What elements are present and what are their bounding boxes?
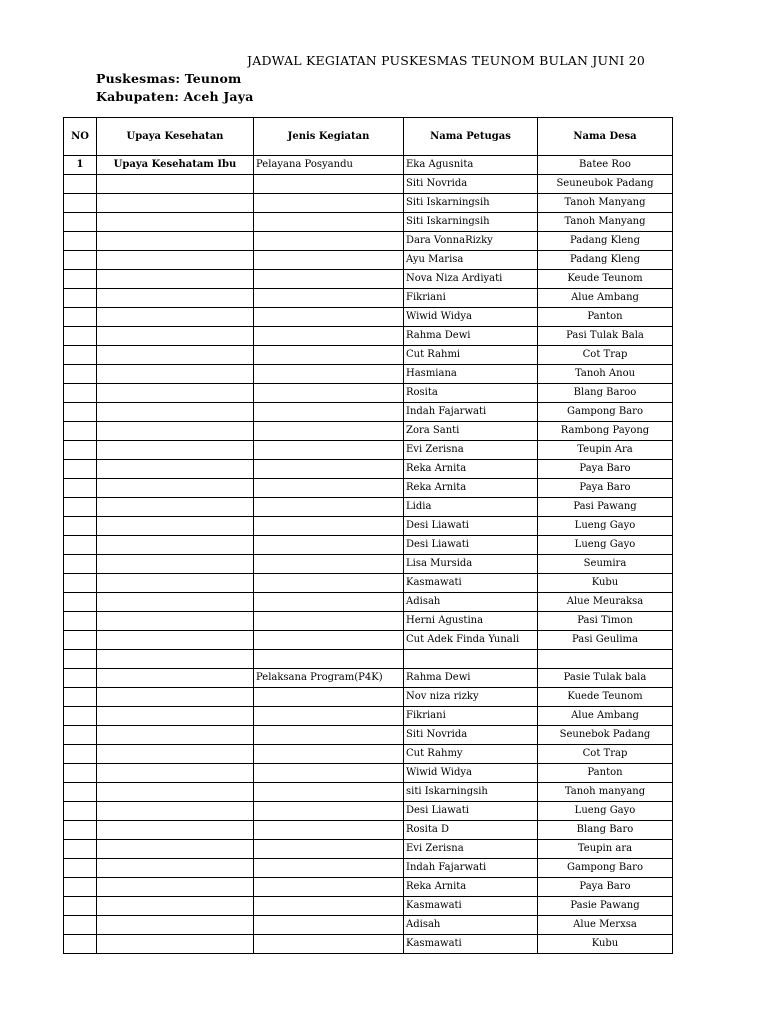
cell-no (64, 859, 97, 878)
cell-upaya-kesehatan: Upaya Kesehatam Ibu (97, 156, 254, 175)
table-row (64, 669, 673, 688)
cell-nama-desa: Paya Baro (538, 460, 673, 479)
cell-upaya-kesehatan (97, 783, 254, 802)
cell-upaya-kesehatan (97, 669, 254, 688)
cell-nama-petugas: Kasmawati (404, 897, 538, 916)
cell-no (64, 365, 97, 384)
cell-nama-desa: Lueng Gayo (538, 517, 673, 536)
cell-no (64, 631, 97, 650)
column-header-upaya: Upaya Kesehatan (97, 118, 254, 156)
cell-jenis-kegiatan (254, 251, 404, 270)
cell-nama-desa: Batee Roo (538, 156, 673, 175)
cell-jenis-kegiatan (254, 213, 404, 232)
cell-upaya-kesehatan (97, 859, 254, 878)
cell-nama-petugas: Rosita (404, 384, 538, 403)
cell-jenis-kegiatan (254, 327, 404, 346)
table-row (64, 707, 673, 726)
cell-nama-desa: Seuneubok Padang (538, 175, 673, 194)
cell-no (64, 707, 97, 726)
cell-nama-petugas: Evi Zerisna (404, 441, 538, 460)
table-row (64, 840, 673, 859)
cell-nama-petugas: Ayu Marisa (404, 251, 538, 270)
kabupaten-label: Kabupaten: Aceh Jaya (96, 89, 254, 104)
cell-jenis-kegiatan (254, 707, 404, 726)
cell-upaya-kesehatan (97, 251, 254, 270)
cell-no (64, 650, 97, 669)
table-row (64, 232, 673, 251)
cell-nama-petugas: Rahma Dewi (404, 327, 538, 346)
cell-upaya-kesehatan (97, 745, 254, 764)
cell-no (64, 878, 97, 897)
cell-jenis-kegiatan (254, 498, 404, 517)
table-row (64, 517, 673, 536)
cell-upaya-kesehatan (97, 574, 254, 593)
cell-no (64, 346, 97, 365)
cell-nama-petugas: Kasmawati (404, 935, 538, 954)
cell-jenis-kegiatan (254, 479, 404, 498)
cell-nama-petugas: Fikriani (404, 289, 538, 308)
cell-nama-desa: Gampong Baro (538, 859, 673, 878)
cell-nama-desa (538, 650, 673, 669)
cell-no (64, 460, 97, 479)
cell-no (64, 270, 97, 289)
cell-jenis-kegiatan (254, 726, 404, 745)
cell-nama-desa: Pasi Geulima (538, 631, 673, 650)
table-row (64, 289, 673, 308)
table-row (64, 574, 673, 593)
cell-no (64, 327, 97, 346)
table-row (64, 327, 673, 346)
cell-nama-petugas: Cut Rahmi (404, 346, 538, 365)
cell-no (64, 593, 97, 612)
cell-nama-petugas: Desi Liawati (404, 536, 538, 555)
cell-jenis-kegiatan (254, 403, 404, 422)
cell-nama-desa: Cot Trap (538, 745, 673, 764)
cell-nama-petugas: Wiwid Widya (404, 764, 538, 783)
table-row (64, 346, 673, 365)
cell-jenis-kegiatan (254, 175, 404, 194)
table-row (64, 251, 673, 270)
cell-nama-petugas: Rosita D (404, 821, 538, 840)
cell-no (64, 745, 97, 764)
table-row (64, 821, 673, 840)
cell-jenis-kegiatan (254, 365, 404, 384)
cell-jenis-kegiatan (254, 935, 404, 954)
column-header-desa: Nama Desa (538, 118, 673, 156)
cell-jenis-kegiatan (254, 612, 404, 631)
cell-nama-petugas: Hasmiana (404, 365, 538, 384)
cell-no (64, 517, 97, 536)
cell-no (64, 251, 97, 270)
cell-upaya-kesehatan (97, 555, 254, 574)
cell-upaya-kesehatan (97, 460, 254, 479)
table-row (64, 764, 673, 783)
cell-no (64, 441, 97, 460)
cell-no (64, 764, 97, 783)
cell-nama-petugas: Nova Niza Ardiyati (404, 270, 538, 289)
cell-jenis-kegiatan (254, 688, 404, 707)
table-row (64, 308, 673, 327)
document-title: JADWAL KEGIATAN PUSKESMAS TEUNOM BULAN JUNI 20 (247, 53, 645, 68)
table-row (64, 270, 673, 289)
cell-upaya-kesehatan (97, 213, 254, 232)
cell-no (64, 669, 97, 688)
cell-jenis-kegiatan (254, 422, 404, 441)
cell-no (64, 555, 97, 574)
cell-no (64, 821, 97, 840)
cell-jenis-kegiatan (254, 783, 404, 802)
table-row (64, 688, 673, 707)
cell-nama-desa: Teupin ara (538, 840, 673, 859)
cell-jenis-kegiatan (254, 745, 404, 764)
cell-nama-petugas: Adisah (404, 916, 538, 935)
table-row (64, 650, 673, 669)
cell-no (64, 688, 97, 707)
table-row (64, 745, 673, 764)
cell-upaya-kesehatan (97, 840, 254, 859)
cell-no (64, 232, 97, 251)
cell-upaya-kesehatan (97, 916, 254, 935)
table-row (64, 498, 673, 517)
cell-no (64, 897, 97, 916)
cell-jenis-kegiatan (254, 517, 404, 536)
puskesmas-label: Puskesmas: Teunom (96, 71, 242, 86)
cell-no (64, 403, 97, 422)
cell-upaya-kesehatan (97, 536, 254, 555)
cell-no (64, 802, 97, 821)
cell-upaya-kesehatan (97, 403, 254, 422)
cell-no (64, 498, 97, 517)
cell-nama-petugas: Siti Iskarningsih (404, 213, 538, 232)
cell-nama-desa: Alue Merxsa (538, 916, 673, 935)
cell-no: 1 (64, 156, 97, 175)
cell-nama-petugas: Dara VonnaRizky (404, 232, 538, 251)
cell-nama-desa: Paya Baro (538, 878, 673, 897)
cell-nama-petugas: Reka Arnita (404, 878, 538, 897)
cell-upaya-kesehatan (97, 612, 254, 631)
cell-upaya-kesehatan (97, 308, 254, 327)
cell-nama-petugas: Siti Novrida (404, 726, 538, 745)
cell-jenis-kegiatan (254, 593, 404, 612)
cell-jenis-kegiatan (254, 916, 404, 935)
table-row (64, 593, 673, 612)
table-row (64, 213, 673, 232)
cell-upaya-kesehatan (97, 422, 254, 441)
table-row (64, 878, 673, 897)
cell-jenis-kegiatan (254, 802, 404, 821)
cell-upaya-kesehatan (97, 346, 254, 365)
cell-jenis-kegiatan (254, 384, 404, 403)
cell-jenis-kegiatan (254, 840, 404, 859)
cell-upaya-kesehatan (97, 517, 254, 536)
cell-jenis-kegiatan (254, 460, 404, 479)
cell-jenis-kegiatan (254, 441, 404, 460)
cell-nama-petugas: Wiwid Widya (404, 308, 538, 327)
table-row (64, 441, 673, 460)
cell-upaya-kesehatan (97, 688, 254, 707)
cell-nama-desa: Paya Baro (538, 479, 673, 498)
table-row (64, 631, 673, 650)
cell-nama-desa: Kubu (538, 574, 673, 593)
table-row (64, 612, 673, 631)
cell-nama-desa: Teupin Ara (538, 441, 673, 460)
cell-upaya-kesehatan (97, 935, 254, 954)
cell-nama-desa: Kuede Teunom (538, 688, 673, 707)
cell-nama-desa: Tanoh Manyang (538, 213, 673, 232)
cell-upaya-kesehatan (97, 802, 254, 821)
table-row (64, 783, 673, 802)
table-row (64, 726, 673, 745)
cell-nama-petugas: Indah Fajarwati (404, 859, 538, 878)
cell-jenis-kegiatan (254, 897, 404, 916)
cell-nama-desa: Seumira (538, 555, 673, 574)
cell-nama-desa: Blang Baro (538, 821, 673, 840)
cell-jenis-kegiatan (254, 650, 404, 669)
cell-jenis-kegiatan (254, 536, 404, 555)
cell-nama-petugas: siti Iskarningsih (404, 783, 538, 802)
cell-nama-petugas (404, 650, 538, 669)
cell-jenis-kegiatan (254, 232, 404, 251)
cell-nama-desa: Tanoh Manyang (538, 194, 673, 213)
cell-jenis-kegiatan (254, 194, 404, 213)
cell-jenis-kegiatan (254, 308, 404, 327)
cell-nama-desa: Lueng Gayo (538, 802, 673, 821)
cell-jenis-kegiatan (254, 764, 404, 783)
cell-no (64, 289, 97, 308)
cell-nama-petugas: Siti Iskarningsih (404, 194, 538, 213)
cell-nama-petugas: Lisa Mursida (404, 555, 538, 574)
cell-nama-desa: Pasi Timon (538, 612, 673, 631)
cell-nama-petugas: Herni Agustina (404, 612, 538, 631)
table-header-row (64, 118, 673, 156)
cell-nama-petugas: Fikriani (404, 707, 538, 726)
cell-nama-desa: Tanoh manyang (538, 783, 673, 802)
cell-nama-desa: Alue Ambang (538, 707, 673, 726)
cell-upaya-kesehatan (97, 175, 254, 194)
cell-nama-petugas: Desi Liawati (404, 802, 538, 821)
cell-no (64, 308, 97, 327)
cell-upaya-kesehatan (97, 232, 254, 251)
cell-upaya-kesehatan (97, 270, 254, 289)
cell-upaya-kesehatan (97, 479, 254, 498)
table-row (64, 859, 673, 878)
cell-nama-desa: Padang Kleng (538, 232, 673, 251)
cell-jenis-kegiatan (254, 631, 404, 650)
table-row (64, 175, 673, 194)
cell-nama-desa: Kubu (538, 935, 673, 954)
cell-nama-petugas: Rahma Dewi (404, 669, 538, 688)
cell-nama-desa: Pasi Tulak Bala (538, 327, 673, 346)
cell-nama-desa: Pasie Pawang (538, 897, 673, 916)
cell-upaya-kesehatan (97, 441, 254, 460)
cell-nama-petugas: Evi Zerisna (404, 840, 538, 859)
cell-upaya-kesehatan (97, 821, 254, 840)
cell-upaya-kesehatan (97, 707, 254, 726)
cell-upaya-kesehatan (97, 194, 254, 213)
cell-jenis-kegiatan (254, 821, 404, 840)
cell-nama-petugas: Desi Liawati (404, 517, 538, 536)
cell-jenis-kegiatan (254, 555, 404, 574)
cell-no (64, 916, 97, 935)
column-header-jenis: Jenis Kegiatan (254, 118, 404, 156)
table-row (64, 365, 673, 384)
cell-no (64, 783, 97, 802)
cell-nama-desa: Tanoh Anou (538, 365, 673, 384)
cell-no (64, 840, 97, 859)
cell-no (64, 422, 97, 441)
cell-nama-desa: Panton (538, 308, 673, 327)
cell-upaya-kesehatan (97, 631, 254, 650)
table-row (64, 422, 673, 441)
cell-nama-desa: Seunebok Padang (538, 726, 673, 745)
cell-jenis-kegiatan (254, 346, 404, 365)
cell-upaya-kesehatan (97, 327, 254, 346)
cell-jenis-kegiatan: Pelaksana Program(P4K) (254, 669, 404, 688)
cell-nama-petugas: Reka Arnita (404, 479, 538, 498)
cell-nama-petugas: Eka Agusnita (404, 156, 538, 175)
cell-upaya-kesehatan (97, 384, 254, 403)
table-row (64, 156, 673, 175)
cell-nama-petugas: Siti Novrida (404, 175, 538, 194)
table-body (64, 156, 673, 954)
cell-jenis-kegiatan (254, 878, 404, 897)
cell-nama-desa: Alue Meuraksa (538, 593, 673, 612)
cell-no (64, 213, 97, 232)
cell-nama-desa: Alue Ambang (538, 289, 673, 308)
cell-nama-petugas: Cut Rahmy (404, 745, 538, 764)
cell-nama-petugas: Zora Santi (404, 422, 538, 441)
cell-nama-petugas: Nov niza rizky (404, 688, 538, 707)
cell-no (64, 935, 97, 954)
cell-upaya-kesehatan (97, 764, 254, 783)
cell-nama-desa: Cot Trap (538, 346, 673, 365)
cell-no (64, 194, 97, 213)
column-header-no: NO (64, 118, 97, 156)
cell-upaya-kesehatan (97, 650, 254, 669)
table-row (64, 935, 673, 954)
cell-nama-desa: Keude Teunom (538, 270, 673, 289)
table-row (64, 460, 673, 479)
cell-no (64, 574, 97, 593)
cell-nama-desa: Gampong Baro (538, 403, 673, 422)
table-row (64, 916, 673, 935)
cell-nama-petugas: Adisah (404, 593, 538, 612)
cell-upaya-kesehatan (97, 593, 254, 612)
cell-upaya-kesehatan (97, 897, 254, 916)
cell-upaya-kesehatan (97, 365, 254, 384)
table-row (64, 802, 673, 821)
table-row (64, 897, 673, 916)
table-row (64, 555, 673, 574)
table-row (64, 403, 673, 422)
schedule-table (63, 117, 673, 954)
cell-nama-desa: Panton (538, 764, 673, 783)
cell-jenis-kegiatan (254, 859, 404, 878)
cell-nama-petugas: Reka Arnita (404, 460, 538, 479)
table-row (64, 384, 673, 403)
cell-no (64, 536, 97, 555)
cell-nama-desa: Lueng Gayo (538, 536, 673, 555)
cell-nama-desa: Rambong Payong (538, 422, 673, 441)
cell-jenis-kegiatan (254, 270, 404, 289)
cell-nama-desa: Pasi Pawang (538, 498, 673, 517)
cell-no (64, 479, 97, 498)
table-row (64, 194, 673, 213)
cell-no (64, 612, 97, 631)
cell-nama-desa: Blang Baroo (538, 384, 673, 403)
cell-no (64, 175, 97, 194)
cell-jenis-kegiatan (254, 574, 404, 593)
cell-nama-petugas: Lidia (404, 498, 538, 517)
table-row (64, 479, 673, 498)
cell-upaya-kesehatan (97, 726, 254, 745)
cell-nama-petugas: Kasmawati (404, 574, 538, 593)
cell-nama-petugas: Cut Adek Finda Yunali (404, 631, 538, 650)
cell-upaya-kesehatan (97, 878, 254, 897)
cell-no (64, 726, 97, 745)
cell-upaya-kesehatan (97, 289, 254, 308)
cell-nama-desa: Padang Kleng (538, 251, 673, 270)
cell-no (64, 384, 97, 403)
cell-jenis-kegiatan: Pelayana Posyandu (254, 156, 404, 175)
column-header-petugas: Nama Petugas (404, 118, 538, 156)
cell-nama-petugas: Indah Fajarwati (404, 403, 538, 422)
cell-nama-desa: Pasie Tulak bala (538, 669, 673, 688)
table-row (64, 536, 673, 555)
cell-jenis-kegiatan (254, 289, 404, 308)
cell-upaya-kesehatan (97, 498, 254, 517)
